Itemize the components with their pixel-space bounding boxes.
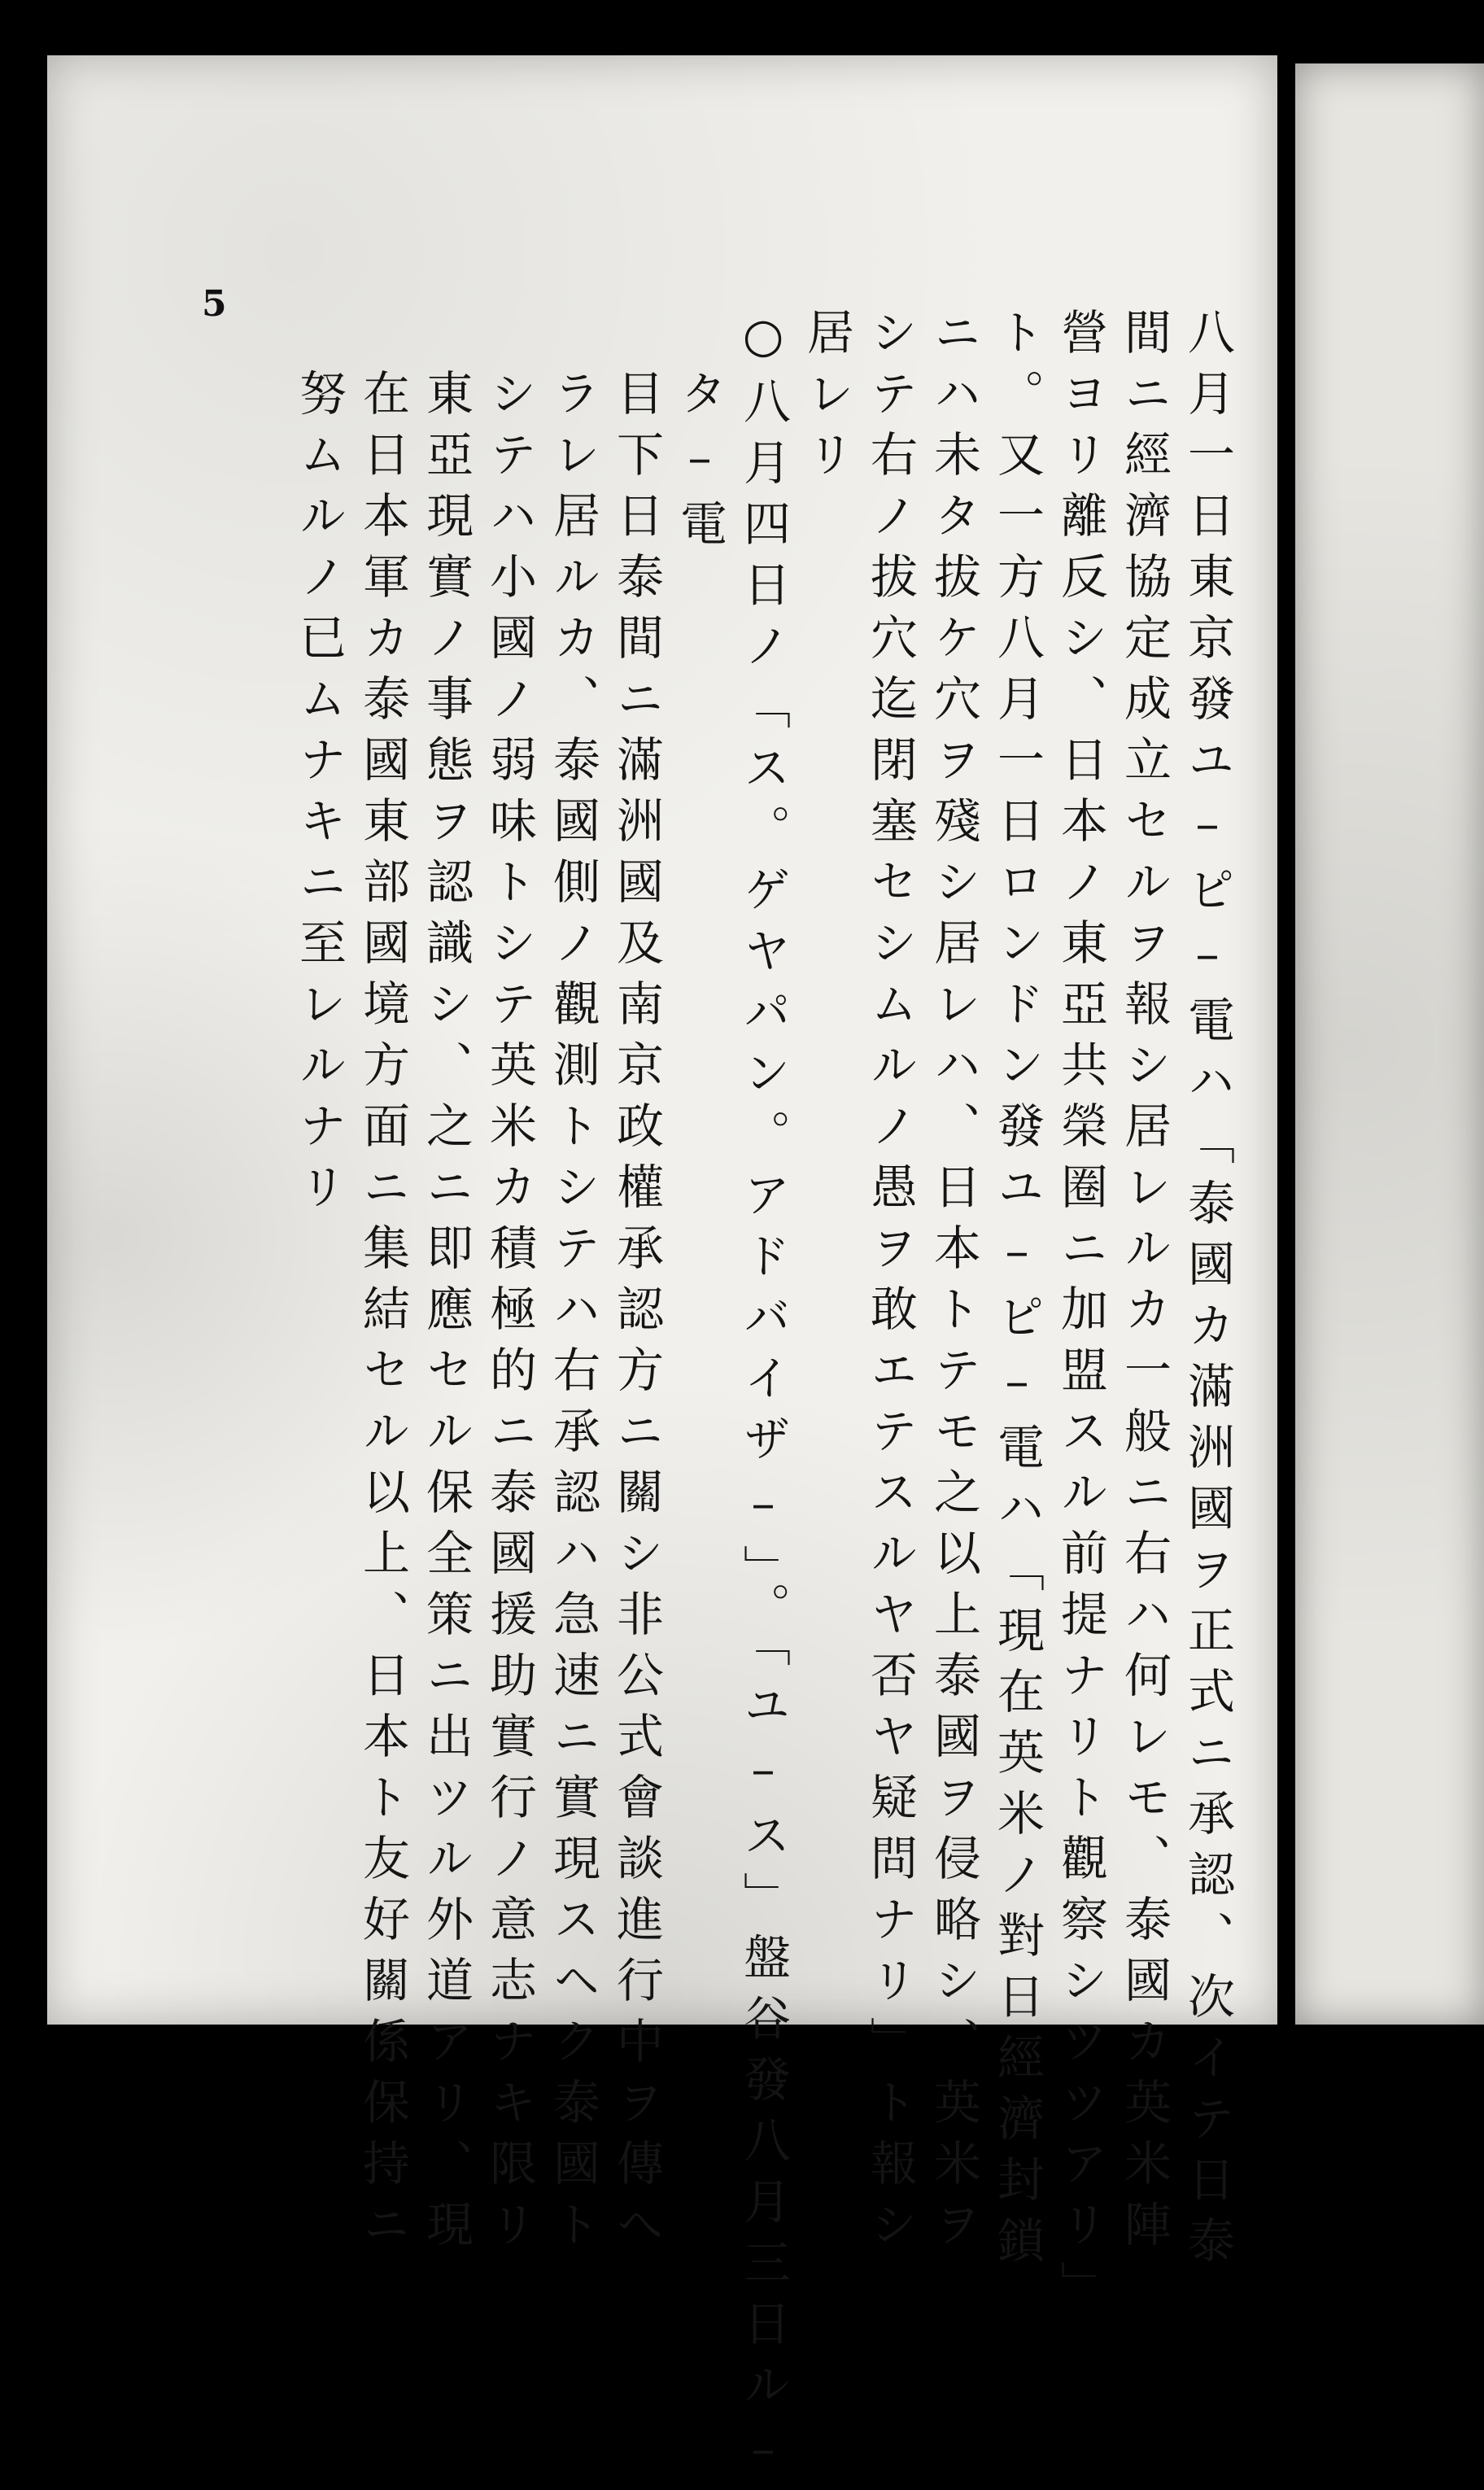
text-column: ニハ未タ拔ケ穴ヲ殘シ居レハ、日本トテモ之以上泰國ヲ侵略シ、英米ヲ — [926, 308, 981, 2261]
text-column: 東亞現實ノ事態ヲ認識シ、之ニ即應セル保全策ニ出ツル外道アリ、現 — [418, 369, 474, 2261]
text-column: ラレ居ルカ、泰國側ノ觀測トシテハ右承認ハ急速ニ實現スヘク泰國ト — [545, 369, 600, 2261]
text-column: ト。又一方八月一日ロンドン發ユ–ピ–電ハ「現在英米ノ對日經濟封鎖 — [989, 308, 1045, 2277]
text-column: 間ニ經濟協定成立セルヲ報シ居レルカ一般ニ右ハ何レモ、泰國カ英米陣 — [1116, 308, 1172, 2261]
text-column: シテハ小國ノ弱味トシテ英米カ積極的ニ泰國援助實行ノ意志ナキ限リ — [482, 369, 537, 2261]
text-column: タ–電 — [672, 369, 727, 560]
text-column: シテ右ノ拔穴迄閉塞セシムルノ愚ヲ敢エテスルヤ否ヤ疑問ナリ」ト報シ — [862, 308, 918, 2261]
text-column: ○八月四日ノ「ス。ゲヤパン。アドバイザ–」。「ユ–ス」盤谷發八月三日ル– — [735, 308, 791, 2490]
text-column: 努ムルノ已ムナキニ至レルナリ — [291, 369, 347, 1223]
text-column: 在日本軍カ泰國東部國境方面ニ集結セル以上、日本ト友好關係保持ニ — [355, 369, 410, 2261]
text-column: 八月一日東京發ユ–ピ–電ハ「泰國カ滿洲國ヲ正式ニ承認、次イテ日泰 — [1180, 308, 1235, 2277]
text-column: 目下日泰間ニ滿洲國及南京政權承認方ニ關シ非公式會談進行中ヲ傳へ — [609, 369, 664, 2261]
vertical-text-block — [291, 308, 1247, 2490]
text-column: 居レリ — [799, 308, 854, 491]
page-number: 5 — [202, 283, 227, 325]
adjacent-page — [1295, 63, 1484, 2025]
document-page — [47, 55, 1277, 2490]
text-column: 營ヨリ離反シ、日本ノ東亞共榮圈ニ加盟スル前提ナリト觀察シツツアリ」 — [1053, 308, 1108, 2322]
